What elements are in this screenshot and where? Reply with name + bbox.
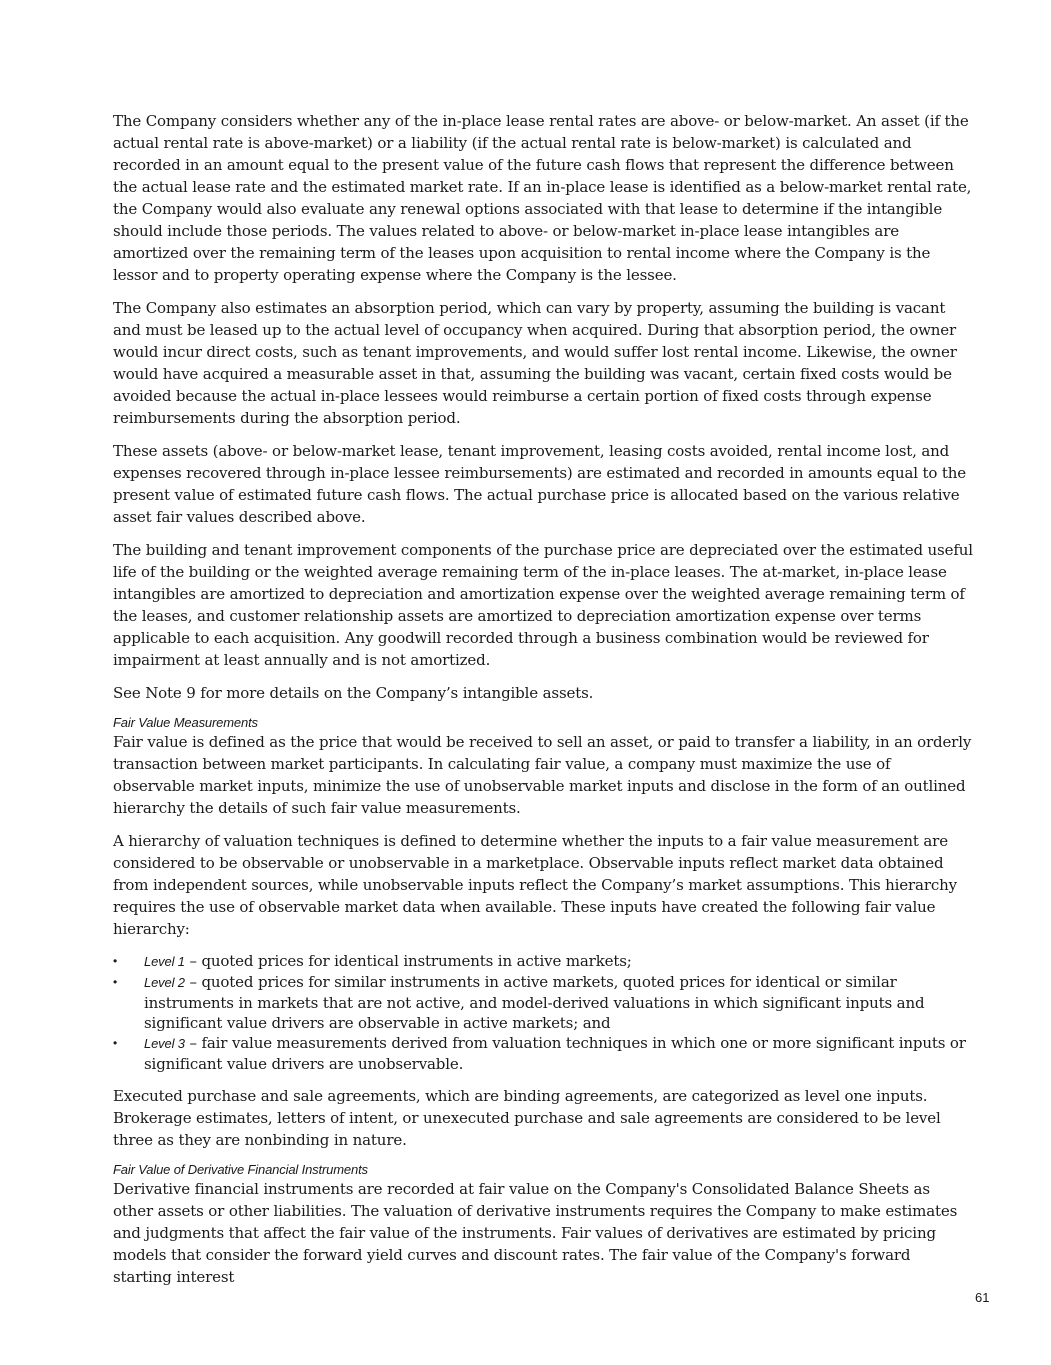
list-item-level-3: [113, 1033, 973, 1074]
document-body: [113, 110, 973, 1299]
level-description: – quoted prices for identical instruments in active markets;: [184, 952, 632, 970]
level-description: – quoted prices for similar instruments in active markets, quoted prices for identical or similar instruments in markets that are not active, and model-derived valuations in which significant inputs and significant value drivers are observable in active markets; and: [144, 973, 925, 1032]
heading-derivative-instruments: Fair Value of Derivative Financial Instruments: [113, 1162, 368, 1177]
paragraph-valuation-hierarchy: A hierarchy of valuation techniques is defined to determine whether the inputs to a fair value measurement are considered to be observable or unobservable in a marketplace. Observable inputs reflect market data obtained from independent sources, while unobservable inputs reflect the Company’s market assumptions. This hierarchy requires the use of observable market data when available. These inputs have created the following fair value hierarchy:: [113, 832, 957, 938]
level-label: Level 2: [144, 975, 185, 990]
list-item-level-2: [113, 972, 973, 1033]
list-item-level-1: [113, 951, 973, 972]
paragraph-assets-estimated: These assets (above- or below-market lease, tenant improvement, leasing costs avoided, rental income lost, and expenses recovered through in-place lessee reimbursements) are estimated and recorded in amounts equal to the present value of estimated future cash flows. The actual purchase price is allocated based on the various relative asset fair values described above.: [113, 442, 967, 526]
paragraph-note-reference: See Note 9 for more details on the Company’s intangible assets.: [113, 684, 594, 702]
paragraph-fair-value-definition: Fair value is defined as the price that would be received to sell an asset, or paid to transfer a liability, in an orderly transaction between market participants. In calculating fair value, a company must maximize the use of observable market inputs, minimize the use of unobservable market inputs and disclose in the form of an outlined hierarchy the details of such fair value measurements.: [113, 733, 972, 817]
paragraph-absorption-period: The Company also estimates an absorption period, which can vary by property, assuming the building is vacant and must be leased up to the actual level of occupancy when acquired. During that absorption period, the owner would incur direct costs, such as tenant improvements, and would suffer lost rental income. Likewise, the owner would have acquired a measurable asset in that, assuming the building was vacant, certain fixed costs would be avoided because the actual in-place lessees would reimburse a certain portion of fixed costs through expense reimbursements during the absorption period.: [113, 299, 957, 427]
paragraph-purchase-agreements: Executed purchase and sale agreements, which are binding agreements, are categorized as level one inputs. Brokerage estimates, letters of intent, or unexecuted purchase and sale agreements are considered to be level three as they are nonbinding in nature.: [113, 1087, 941, 1149]
level-description: – fair value measurements derived from valuation techniques in which one or more significant inputs or significant value drivers are unobservable.: [144, 1034, 966, 1073]
paragraph-depreciation: The building and tenant improvement components of the purchase price are depreciated over the estimated useful life of the building or the weighted average remaining term of the in-place leases. The at-market, in-place lease intangibles are amortized to depreciation and amortization expense over the weighted average remaining term of the leases, and customer relationship assets are amortized to depreciation amortization expense over terms applicable to each acquisition. Any goodwill recorded through a business combination would be reviewed for impairment at least annually and is not amortized.: [113, 541, 973, 669]
bullet-icon: •: [113, 1036, 118, 1050]
level-label: Level 3: [144, 1036, 185, 1051]
paragraph-above-below-market: The Company considers whether any of the in-place lease rental rates are above- or below-market. An asset (if the actual rental rate is above-market) or a liability (if the actual rental rate is below-market) is calculated and recorded in an amount equal to the present value of the future cash flows that represent the difference between the actual lease rate and the estimated market rate. If an in-place lease is identified as a below-market rental rate, the Company would also evaluate any renewal options associated with that lease to determine if the intangible should include those periods. The values related to above- or below-market in-place lease intangibles are amortized over the remaining term of the leases upon acquisition to rental income where the Company is the lessor and to property operating expense where the Company is the lessee.: [113, 112, 972, 284]
fair-value-hierarchy-list: [113, 951, 973, 1074]
level-label: Level 1: [144, 954, 185, 969]
bullet-icon: •: [113, 975, 118, 989]
bullet-icon: •: [113, 954, 118, 968]
page-number: 61: [975, 1290, 990, 1305]
paragraph-derivatives: Derivative financial instruments are recorded at fair value on the Company's Consolidated Balance Sheets as other assets or other liabilities. The valuation of derivative instruments requires the Company to make estimates and judgments that affect the fair value of the instruments. Fair values of derivatives are estimated by pricing models that consider the forward yield curves and discount rates. The fair value of the Company's forward starting interest: [113, 1180, 958, 1286]
heading-fair-value-measurements: Fair Value Measurements: [113, 715, 258, 730]
